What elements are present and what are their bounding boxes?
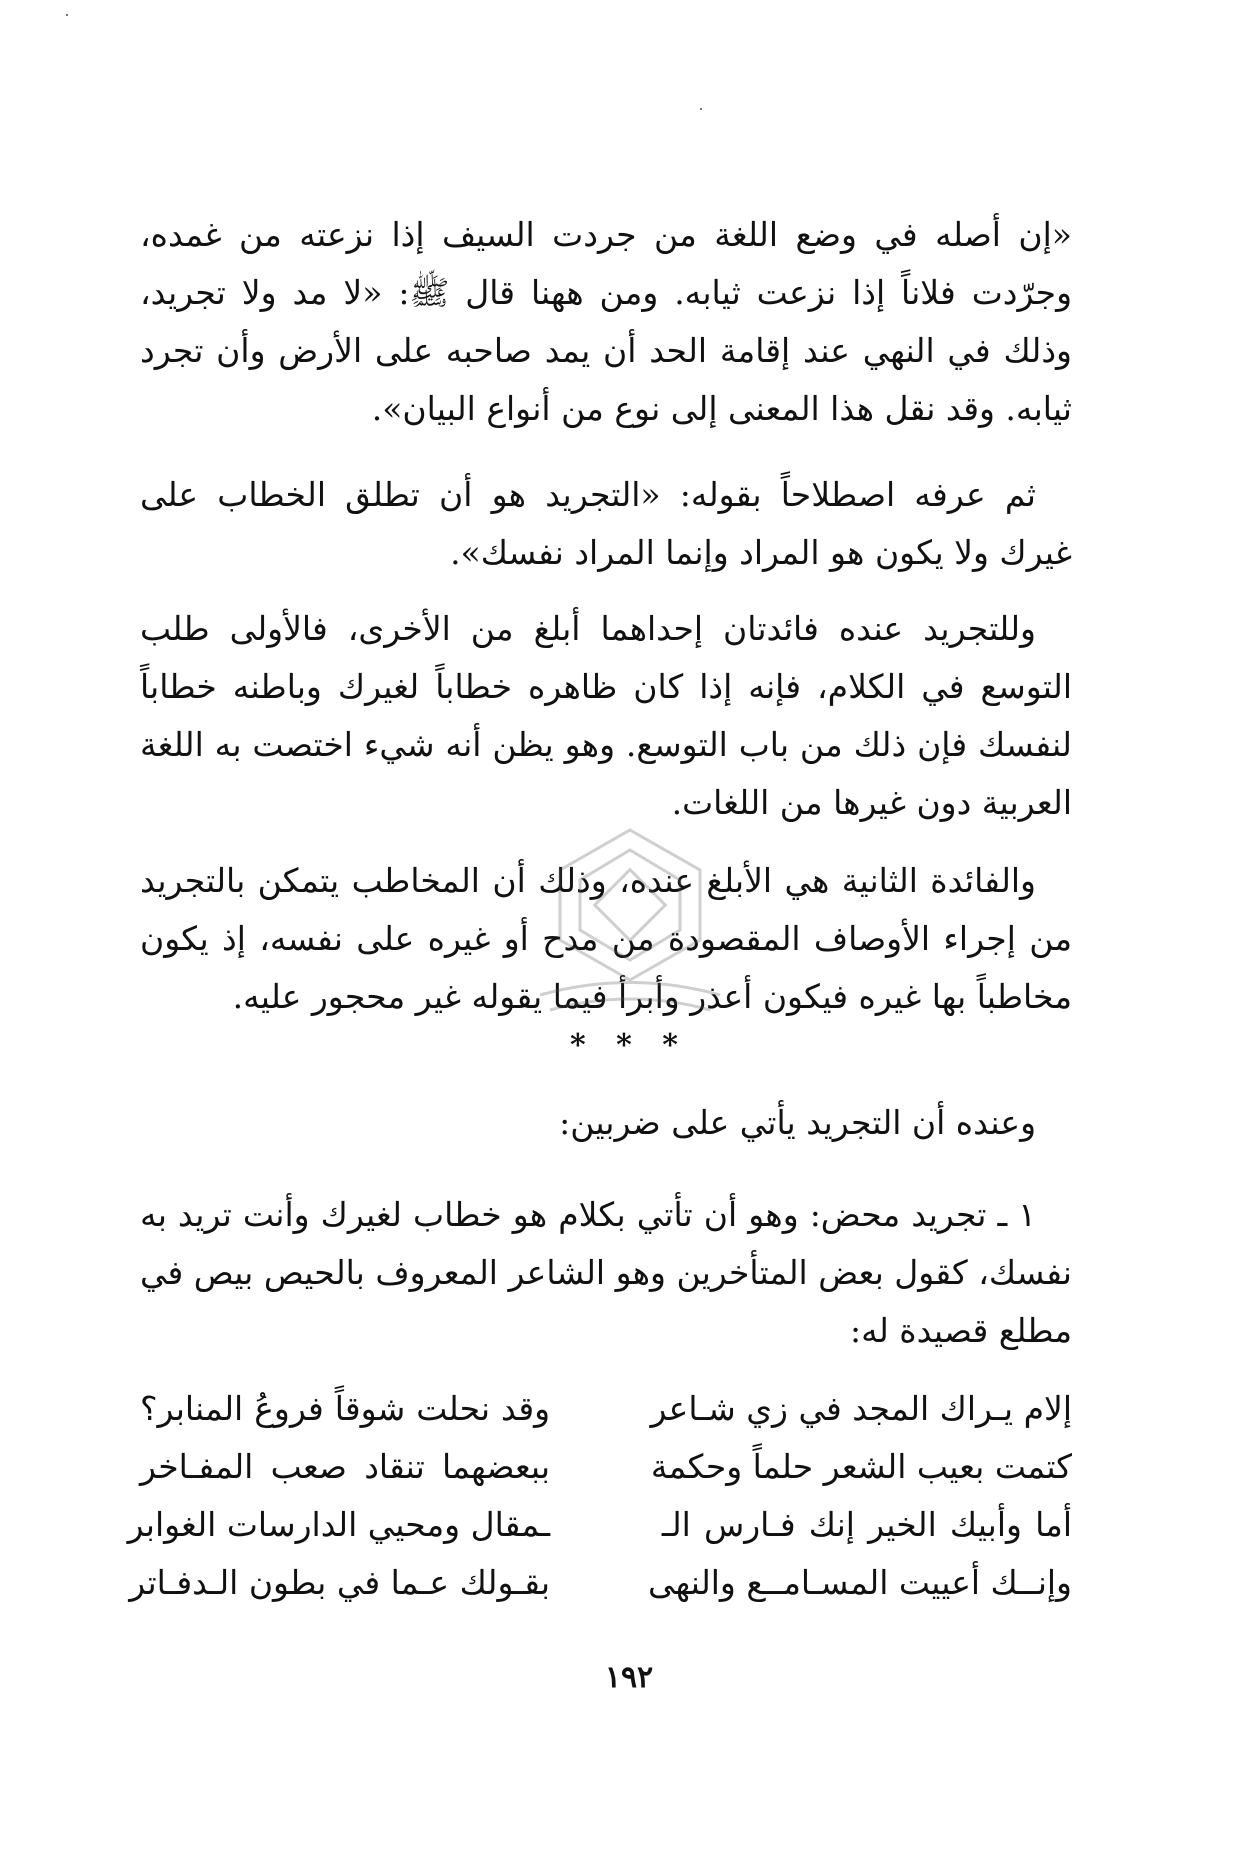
verse-first-hemistich: وإنــك أعييت المسـامــع والنهى [648,1563,1072,1602]
scan-speck [700,108,702,110]
paragraph-definition: ثم عرفه اصطلاحاً بقوله: «التجريد هو أن تطلق الخطاب على غيرك ولا يكون هو المراد وإنما المراد نفسك». [140,475,1072,572]
paragraph-second-benefit: والفائدة الثانية هي الأبلغ عنده، وذلك أن المخاطب يتمكن بالتجريد من إجراء الأوصاف المقصودة من مدح أو غيره على نفسه، إذ يكون مخاطباً بها غيره فيكون أعذر وأبرأ فيما يقوله غير محجور عليه. [140,861,1072,1016]
poem-verse [129,1554,1072,1612]
poem-verse [140,1380,1072,1438]
poem-verse [140,1438,1072,1496]
paragraph-etymology: «إن أصله في وضع اللغة من جردت السيف إذا نزعته من غمده، وجرّدت فلاناً إذا نزعت ثيابه. ومن ههنا قال ﷺ: «لا مد ولا تجريد، وذلك في النهي عند إقامة الحد أن يمد صاحبه على الأرض وأن تجرد ثيابه. وقد نقل هذا المعنى إلى نوع من أنواع البيان». [140,215,1072,428]
verse-second-hemistich: بقـولك عـما في بطون الـدفـاتر [129,1563,551,1602]
poem-verse [127,1496,1072,1554]
section-separator: * * * [570,1028,688,1063]
paragraph-two-types-intro: وعنده أن التجريد يأتي على ضربين: [559,1103,1036,1142]
paragraph-first-benefit: وللتجريد عنده فائدتان إحداهما أبلغ من الأخرى، فالأولى طلب التوسع في الكلام، فإنه إذا كان ظاهره خطاباً لغيرك وباطنه خطاباً لنفسك فإن ذلك من باب التوسع. وهو يظن أنه شيء اختصت به اللغة العربية دون غيرها من اللغات. [140,609,1072,822]
scan-speck [66,14,68,16]
verse-first-hemistich: كتمت بعيب الشعر حلماً وحكمة [650,1447,1072,1486]
verse-second-hemistich: وقد نحلت شوقاً فروعُ المنابر؟ [140,1389,551,1428]
verse-second-hemistich: ببعضهما تنقاد صعب المفـاخر [140,1447,551,1486]
poem-block [127,1380,1072,1612]
verse-first-hemistich: إلام يـراك المجد في زي شـاعر [650,1389,1072,1428]
paragraph-pure-abstraction: ١ ـ تجريد محض: وهو أن تأتي بكلام هو خطاب لغيرك وأنت تريد به نفسك، كقول بعض المتأخرين وهو الشاعر المعروف بالحيص بيص في مطلع قصيدة له: [140,1195,1072,1350]
verse-second-hemistich: ـمقال ومحيي الدارسات الغوابر [127,1505,551,1544]
verse-first-hemistich: أما وأبيك الخير إنك فـارس الـ [661,1505,1072,1544]
page-number: ١٩٢ [604,1660,654,1695]
